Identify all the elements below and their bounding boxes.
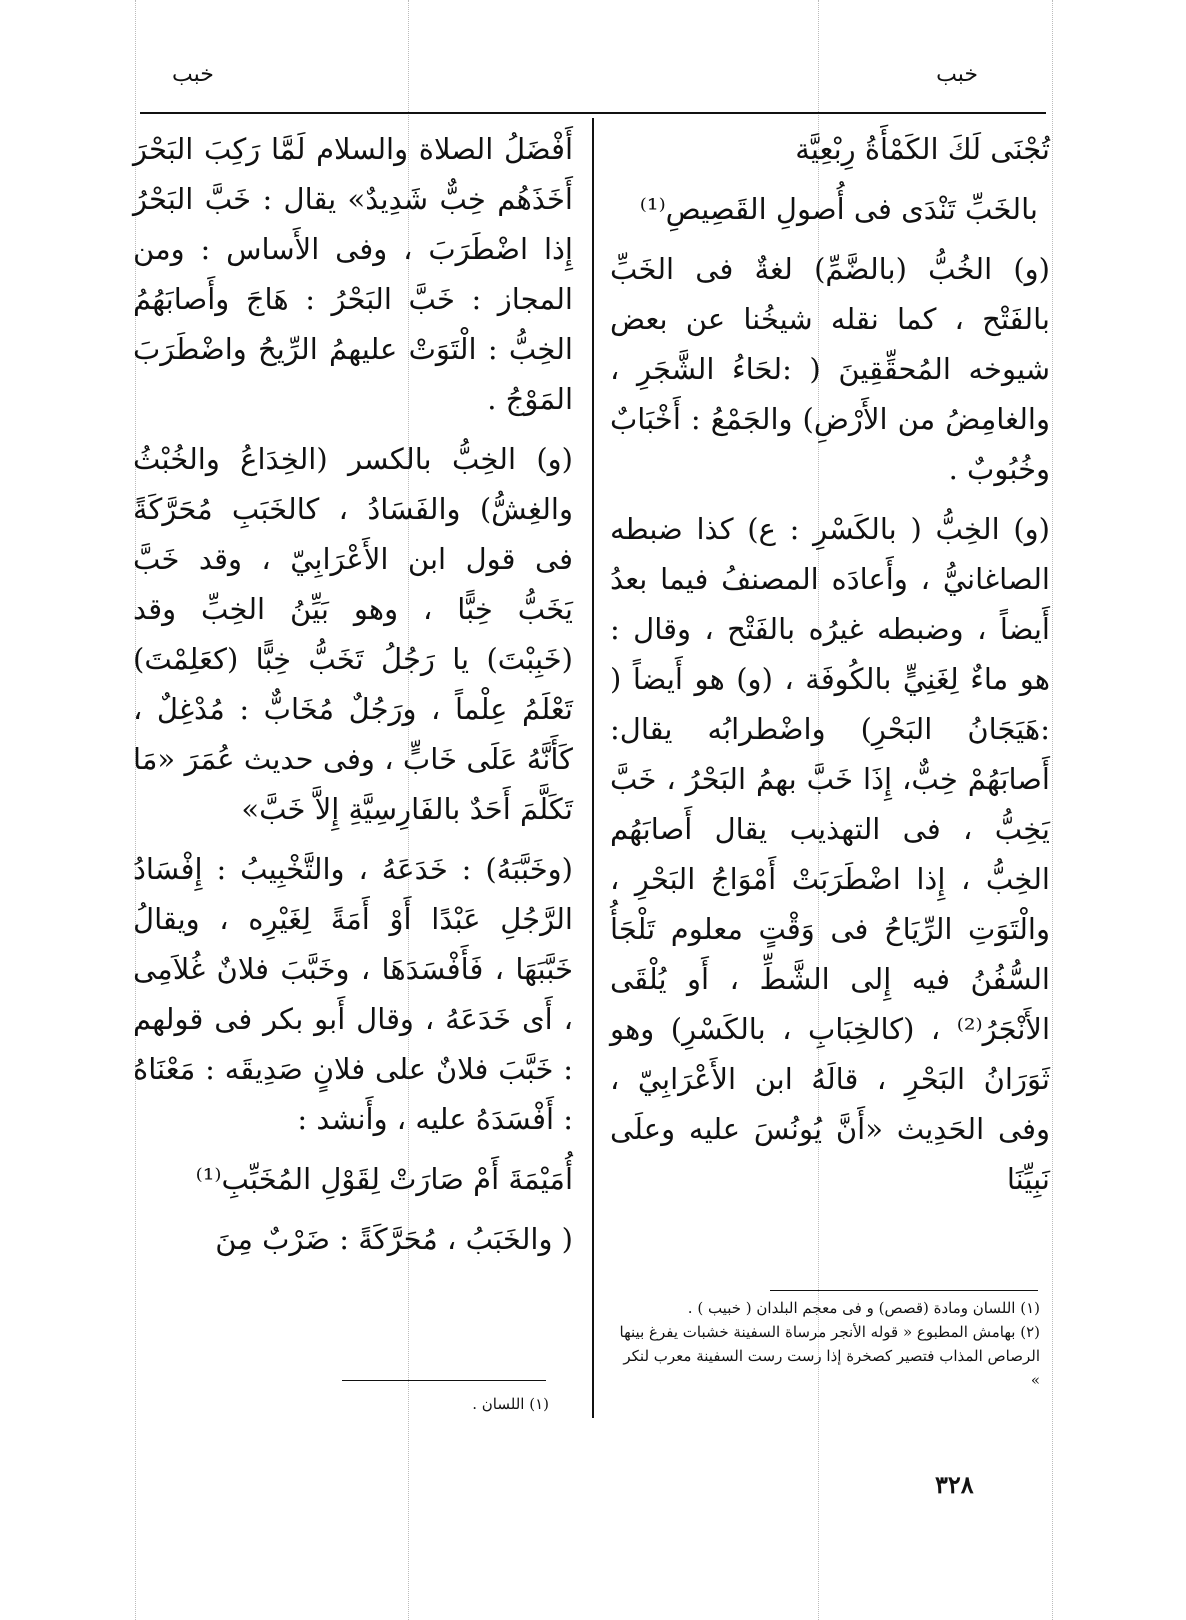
- verse-line-2: بالخَبِّ تَنْدَى فى أُصولِ القَصِيصِ⁽¹⁾: [639, 192, 1038, 226]
- footnotes-right: [610, 1296, 1040, 1392]
- header-right-word: خبب: [936, 62, 978, 87]
- verse-line: أُمَيْمَةَ أَمْ صَارَتْ لِقَوْلِ المُخَبِّبِ⁽¹⁾: [195, 1162, 573, 1196]
- header-rule: [140, 112, 1046, 114]
- footnote-2: (٢) بهامش المطبوع « قوله الأنجر مرساة السفينة خشبات يفرغ بينها الرصاص المذاب فتصير كصخرة إذا رست رست السفينة معرب لنكر »: [619, 1323, 1040, 1389]
- footnote-1: (١) اللسان ومادة (قصص) و فى معجم البلدان ( خبيب ) .: [687, 1299, 1040, 1317]
- column-divider: [592, 118, 594, 1418]
- footnote-rule-left: [342, 1380, 546, 1381]
- footnote-rule-right: [770, 1290, 1038, 1291]
- paragraph: (وخَبَّبَهُ) : خَدَعَهُ ، والتَّخْبِيبُ : إِفْسَادُ الرَّجُلِ عَبْدًا أَوْ أَمَةً لِغَيْرِه ، ويقالُ خَبَّبَهَا ، فَأَفْسَدَهَا ، وخَبَّبَ فلانٌ غُلاَمِى ، أَى خَدَعَهُ ، وقال أَبو بكر فى قولهم : خَبَّبَ فلانٌ على فلانٍ صَدِيقَه : مَعْنَاهُ : أَفْسَدَهُ عليه ، وأَنشد :: [133, 852, 573, 1136]
- footnotes-left: [133, 1392, 549, 1416]
- margin-dots-right: [1052, 0, 1053, 1620]
- paragraph: (و) الخِبُّ بالكسر (الخِدَاعُ والخُبْثُ والغِشُّ) والفَسَادُ ، كالخَبَبِ مُحَرَّكَةً فى قول ابن الأَعْرَابِيّ ، وقد خَبَّ يَخَبُّ خِبًّا ، وهو بَيِّنُ الخِبِّ وقد (خَبِبْتَ) يا رَجُلُ تَخَبُّ خِبًّا (كعَلِمْتَ) تَعْلَمُ عِلْماً ، ورَجُلٌ مُخَابٌّ : مُدْغِلٌ ، كَأَنَّهُ عَلَى خَابٍّ ، وفى حديث عُمَرَ «مَا تَكَلَّمَ أَحَدٌ بالفَارِسِيَّةِ إِلاَّ خَبَّ»: [133, 442, 573, 826]
- page-number: ٣٢٨: [935, 1470, 974, 1499]
- footnote-1: (١) اللسان .: [472, 1395, 549, 1413]
- verse-line-1: تُجْنَى لَكَ الكَمْأَةُ رِبْعِيَّة: [795, 132, 1050, 166]
- header-left-word: خبب: [172, 62, 214, 87]
- paragraph: ( والخَبَبُ ، مُحَرَّكَةً : ضَرْبٌ مِنَ: [215, 1222, 573, 1256]
- left-column: [133, 124, 573, 1274]
- paragraph: (و) الخِبُّ ( بالكَسْرِ : ع) كذا ضبطه الصاغانيُّ ، وأَعادَه المصنفُ فيما بعدُ أَيضاً ، وضبطه غيرُه بالفَتْح ، وقال : هو ماءٌ لِغَنِيٍّ بالكُوفَة ، (و) هو أَيضاً ( :هَيَجَانُ البَحْرِ) واضْطرابُه يقال: أَصابَهُمْ خِبٌّ، إِذَا خَبَّ بهمُ البَحْرُ ، خَبَّ يَخِبُّ ، فى التهذيب يقال أَصابَهُم الخِبُّ ، إِذا اضْطَرَبَتْ أَمْوَاجُ البَحْرِ ، والْتَوَتِ الرِّيَاحُ فى وَقْتٍ معلوم تَلْجَأُ السُّفُنُ فيه إِلى الشَّطِّ ، أَو يُلْقَى الأَنْجَرُ⁽²⁾ ، (كالخِبَابِ ، بالكَسْرِ) وهو ثَوَرَانُ البَحْرِ ، قالَهُ ابن الأَعْرَابِيّ ، وفى الحَدِيث «أَنَّ يُونُسَ عليه وعلَى نَبِيِّنَا: [610, 512, 1050, 1196]
- paragraph: (و) الخُبُّ (بالضَّمِّ) لغةٌ فى الخَبِّ بالفَتْح ، كما نقله شيخُنا عن بعض شيوخه المُحقِّقِينَ ( :لحَاءُ الشَّجَرِ ، والغامِضُ من الأَرْضِ) والجَمْعُ : أَخْبَابٌ وخُبُوبٌ .: [610, 252, 1050, 486]
- right-column: [610, 124, 1050, 1214]
- paragraph: أَفْضَلُ الصلاة والسلام لَمَّا رَكِبَ البَحْرَ أَخَذَهُم خِبٌّ شَدِيدٌ» يقال : خَبَّ البَحْرُ إِذا اضْطَرَبَ ، وفى الأَساس : ومن المجاز : خَبَّ البَحْرُ : هَاجَ وأَصابَهُمُ الخِبُّ : الْتَوَتْ عليهمُ الرِّيحُ واضْطَرَبَ المَوْجُ .: [133, 132, 573, 416]
